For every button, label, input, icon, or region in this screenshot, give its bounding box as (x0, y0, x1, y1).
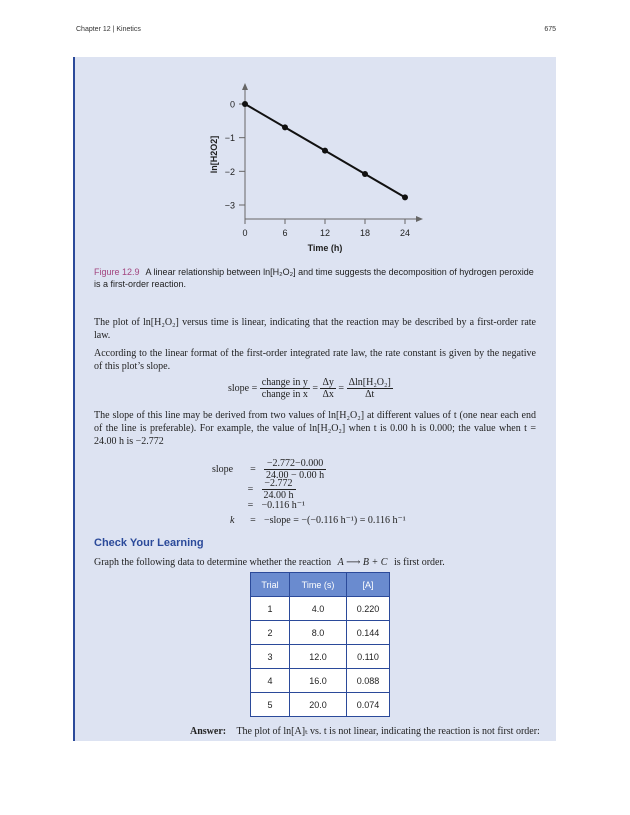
calc-equals-3: = (247, 500, 254, 511)
paragraph-3: The slope of this line may be derived from two values of ln[H₂O₂] at different values of t (one near each end of the line is preferable). For example, the value of ln[H₂O₂] when t is 0.00 h is 0.000; the value when t = 24.00 h is −2.772 (94, 410, 536, 447)
y-axis-arrow (242, 83, 248, 90)
answer-line (190, 726, 540, 737)
check-your-learning-heading: Check Your Learning (94, 537, 204, 549)
calc-value-3: −0.116 h⁻¹ (261, 500, 306, 511)
calc-den-1: 24.00 − 0.00 h (266, 470, 325, 481)
eq1-equals-b: = (338, 382, 345, 394)
trial-data-table (250, 572, 390, 717)
table-cell: 0.220 (347, 597, 390, 621)
answer-label: Answer: (190, 726, 227, 737)
check-prompt-after: is first order. (393, 557, 445, 568)
calc-frac-2 (262, 478, 296, 501)
table-row (251, 621, 390, 645)
answer-text: The plot of ln[A]ₜ vs. t is not linear, indicating the reaction is not first order: (236, 726, 540, 737)
reaction-equation: A ⟶ B + C (337, 557, 388, 568)
check-prompt-before: Graph the following data to determine whether the reaction (94, 557, 332, 568)
data-point (282, 124, 288, 130)
table-cell: 20.0 (290, 693, 347, 717)
running-header-chapter: Chapter 12 | Kinetics (76, 26, 141, 33)
table-header-time: Time (s) (290, 573, 347, 597)
calc-value-4: −slope = −(−0.116 h⁻¹) = 0.116 h⁻¹ (264, 515, 406, 526)
paragraph-1: The plot of ln[H₂O₂] versus time is linear, indicating that the reaction may be described by a first-order rate law. (94, 317, 536, 341)
x-axis-label: Time (h) (307, 243, 343, 253)
table-cell: 16.0 (290, 669, 347, 693)
y-axis-label: ln[H2O2] (209, 135, 219, 174)
x-tick-label: 24 (399, 228, 411, 238)
eq1-frac-delta (320, 377, 335, 400)
paragraph-2: According to the linear format of the first-order integrated rate law, the rate constant is given by the negative of this plot’s slope. (94, 348, 536, 372)
ln-h2o2-vs-time-chart (190, 80, 430, 260)
rate-constant-k: k (230, 515, 235, 526)
data-point (242, 101, 248, 107)
eq1-frac-change (260, 377, 310, 400)
table-cell: 0.110 (347, 645, 390, 669)
figure-label: Figure 12.9 (94, 267, 140, 277)
calc-line-3 (242, 500, 305, 511)
table-cell: 8.0 (290, 621, 347, 645)
table-cell: 0.088 (347, 669, 390, 693)
calc-equals-2: = (247, 483, 254, 495)
table-cell: 3 (251, 645, 290, 669)
check-prompt (94, 556, 536, 569)
calc-slope-label: slope (212, 463, 234, 475)
table-row (251, 669, 390, 693)
figure-caption (94, 266, 534, 290)
x-tick-label: 12 (319, 228, 331, 238)
table-row (251, 597, 390, 621)
table-header-trial: Trial (251, 573, 290, 597)
x-tick-label: 18 (359, 228, 371, 238)
eq1-num2: Δy (322, 377, 334, 388)
table-row (251, 693, 390, 717)
eq1-den1: change in x (261, 389, 308, 400)
calc-equals-4: = (250, 515, 256, 526)
data-point (322, 148, 328, 154)
table-row (251, 645, 390, 669)
table-cell: 1 (251, 597, 290, 621)
eq1-equals-a: = (312, 382, 318, 394)
table-cell: 12.0 (290, 645, 347, 669)
calc-line-4 (230, 515, 406, 526)
calc-num-1: −2.772−0.000 (264, 458, 326, 470)
table-cell: 0.144 (347, 621, 390, 645)
eq1-num1: change in y (261, 377, 308, 388)
page-number: 675 (544, 26, 556, 33)
table-cell: 4 (251, 669, 290, 693)
x-tick-label: 6 (282, 228, 288, 238)
y-tick-label: −1 (224, 133, 235, 144)
calc-num-2: −2.772 (262, 478, 296, 490)
data-point (402, 194, 408, 200)
table-header-concentration: [A] (347, 573, 390, 597)
table-cell: 2 (251, 621, 290, 645)
x-tick-label: 0 (242, 228, 248, 238)
y-tick-label: 0 (229, 99, 235, 110)
x-axis-arrow (416, 216, 423, 222)
calc-den-2: 24.00 h (263, 490, 294, 501)
eq1-den3: Δt (365, 389, 375, 400)
slope-definition-equation (228, 377, 393, 400)
eq1-den2: Δx (322, 389, 334, 400)
eq1-lhs: slope = (228, 382, 258, 394)
y-tick-label: −2 (224, 166, 235, 177)
calc-equals-1: = (250, 463, 256, 475)
eq1-frac-ln (347, 377, 393, 400)
table-cell: 5 (251, 693, 290, 717)
table-cell: 0.074 (347, 693, 390, 717)
panel-accent-bar (73, 57, 75, 741)
table-header-row (251, 573, 390, 597)
figure-caption-text: A linear relationship between ln[H₂O₂] and time suggests the decomposition of hydrogen peroxide is a first-order reaction. (94, 267, 534, 289)
data-point (362, 171, 368, 177)
calc-line-2 (242, 478, 296, 501)
y-tick-label: −3 (224, 200, 235, 211)
eq1-num3: Δln[H₂O₂] (348, 377, 391, 388)
table-cell: 4.0 (290, 597, 347, 621)
